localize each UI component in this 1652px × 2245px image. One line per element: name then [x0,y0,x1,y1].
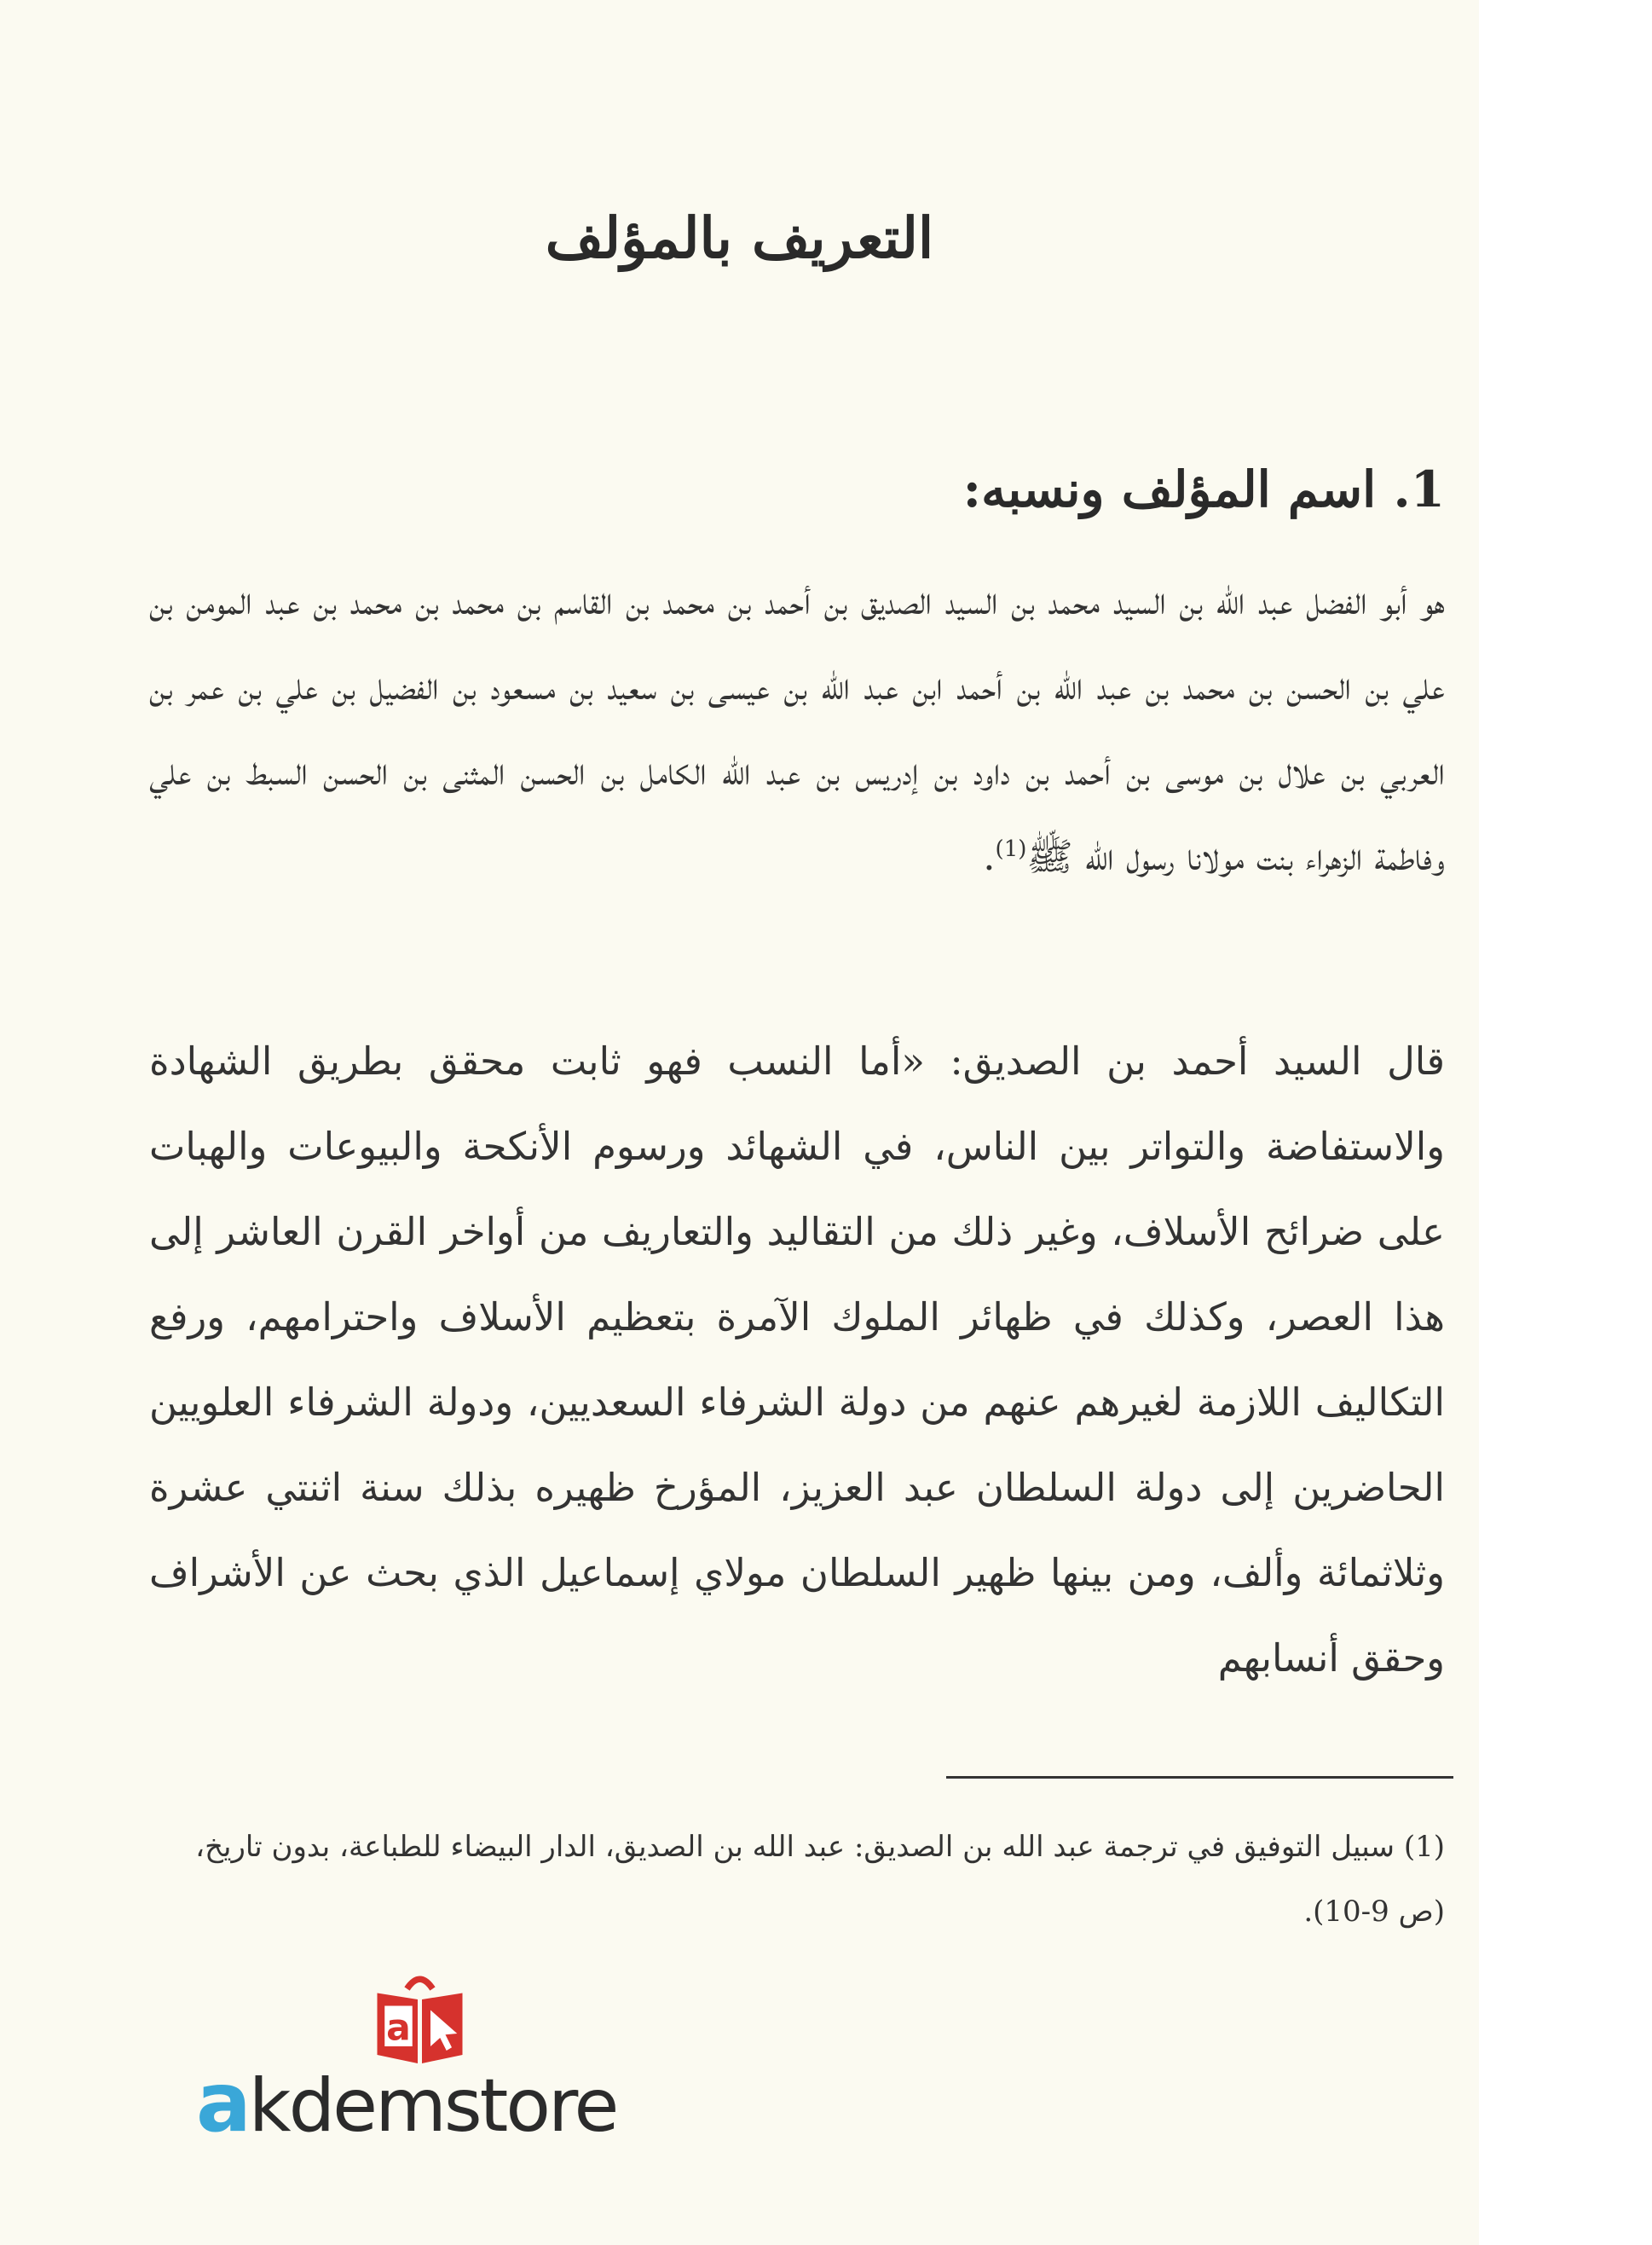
footnote-separator [946,1776,1453,1779]
paragraph-end-dot: . [983,834,996,879]
logo-mark-letter: a [386,2007,411,2050]
logo-wordmark-first: a [196,2055,249,2150]
paragraph-quote: قال السيد أحمد بن الصديق: «أما النسب فهو ثابت محقق بطريق الشهادة والاستفاضة والتواتر بين الناس، في الشهائد ورسوم الأنكحة والبيوعات والهبات على ضرائح الأسلاف، وغير ذلك من التقاليد والتعاريف من أواخر القرن العاشر إلى هذا العصر، وكذلك في ظهائر الملوك الآمرة بتعظيم الأسلاف واحترامهم، ورفع التكاليف اللازمة لغيرهم عنهم من دولة الشرفاء السعديين، ودولة الشرفاء العلويين الحاضرين إلى دولة السلطان عبد العزيز، المؤرخ ظهيره بذلك سنة اثنتي عشرة وثلاثمائة وألف، ومن بينها ظهير السلطان مولاي إسماعيل الذي بحث عن الأشراف وحقق أنسابهم [149,1039,1445,1681]
logo-wordmark [196,2055,616,2150]
footnote-marker: (1) [995,836,1027,862]
logo-wordmark-rest: kdemstore [248,2063,617,2149]
paragraph-lineage [149,558,1445,900]
paragraph-text: هو أبو الفضل عبد الله بن السيد محمد بن السيد الصديق بن أحمد بن محمد بن القاسم بن محمد بن محمد بن عبد المومن بن علي بن الحسن بن محمد بن عبد الله بن أحمد ابن عبد الله بن عيسى بن سعيد بن مسعود بن الفضيل بن علي بن عمر بن العربي بن علال بن موسى بن أحمد بن داود بن إدريس بن عبد الله الكامل بن الحسن المثنى بن الحسن السبط بن علي وفاطمة الزهراء بنت مولانا رسول الله ﷺ [149,578,1445,879]
akdemstore-logo [196,1965,639,2161]
page-title: التعريف بالمؤلف [545,205,934,271]
footnote: (1) سبيل التوفيق في ترجمة عبد الله بن الصديق: عبد الله بن الصديق، الدار البيضاء للطباعة، بدون تاريخ، (ص 9-10). [195,1830,1445,1929]
section-heading: 1. اسم المؤلف ونسبه: [962,460,1445,518]
